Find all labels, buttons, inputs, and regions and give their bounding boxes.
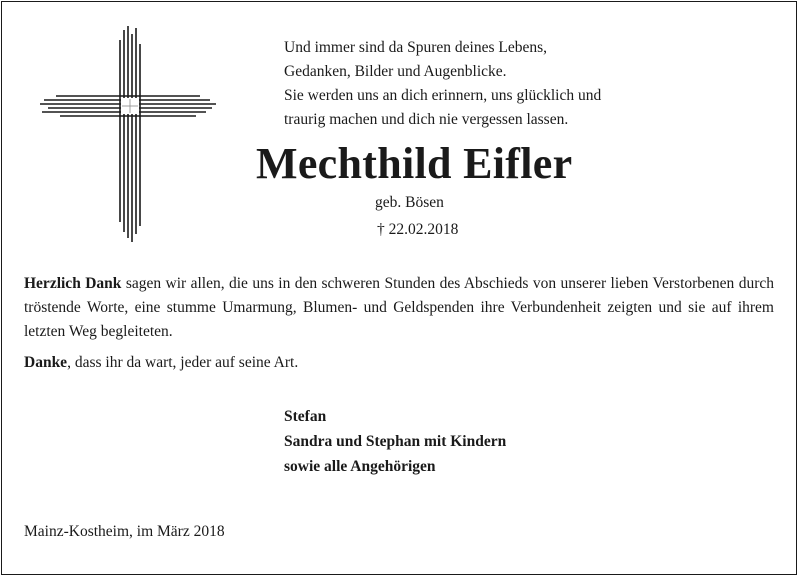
thanks-closing-text: , dass ihr da wart, jeder auf seine Art. <box>67 354 299 371</box>
memorial-poem <box>284 36 601 132</box>
birth-name: geb. Bösen <box>375 194 444 211</box>
poem-line: Und immer sind da Spuren deines Lebens, <box>284 39 548 56</box>
signer: Stefan <box>284 408 327 425</box>
thanks-closing-lead: Danke <box>24 354 68 371</box>
poem-line: Gedanken, Bilder und Augenblicke. <box>284 63 507 80</box>
thanks-paragraph <box>24 272 774 344</box>
signers <box>284 404 506 479</box>
thanks-lead: Herzlich Dank <box>24 275 122 292</box>
place-date: Mainz-Kostheim, im März 2018 <box>24 523 225 540</box>
signer: sowie alle Angehörigen <box>284 458 436 475</box>
poem-line: Sie werden uns an dich erinnern, uns glücklich und <box>284 87 602 104</box>
death-notice <box>1 1 797 575</box>
deceased-name: Mechthild Eifler <box>256 139 573 188</box>
death-date: † 22.02.2018 <box>377 221 459 238</box>
thanks-closing <box>24 354 298 372</box>
poem-line: traurig machen und dich nie vergessen lassen. <box>284 111 569 128</box>
thanks-text: sagen wir allen, die uns in den schweren Stunden des Abschieds von unserer lieben Verstorbenen durch tröstende Worte, eine stumme Umarmung, Blumen- und Geldspenden ihre Verbundenheit zeigten und sie auf ihrem letzten Weg begleiteten. <box>24 275 774 340</box>
cross-icon <box>40 26 216 244</box>
signer: Sandra und Stephan mit Kindern <box>284 433 507 450</box>
